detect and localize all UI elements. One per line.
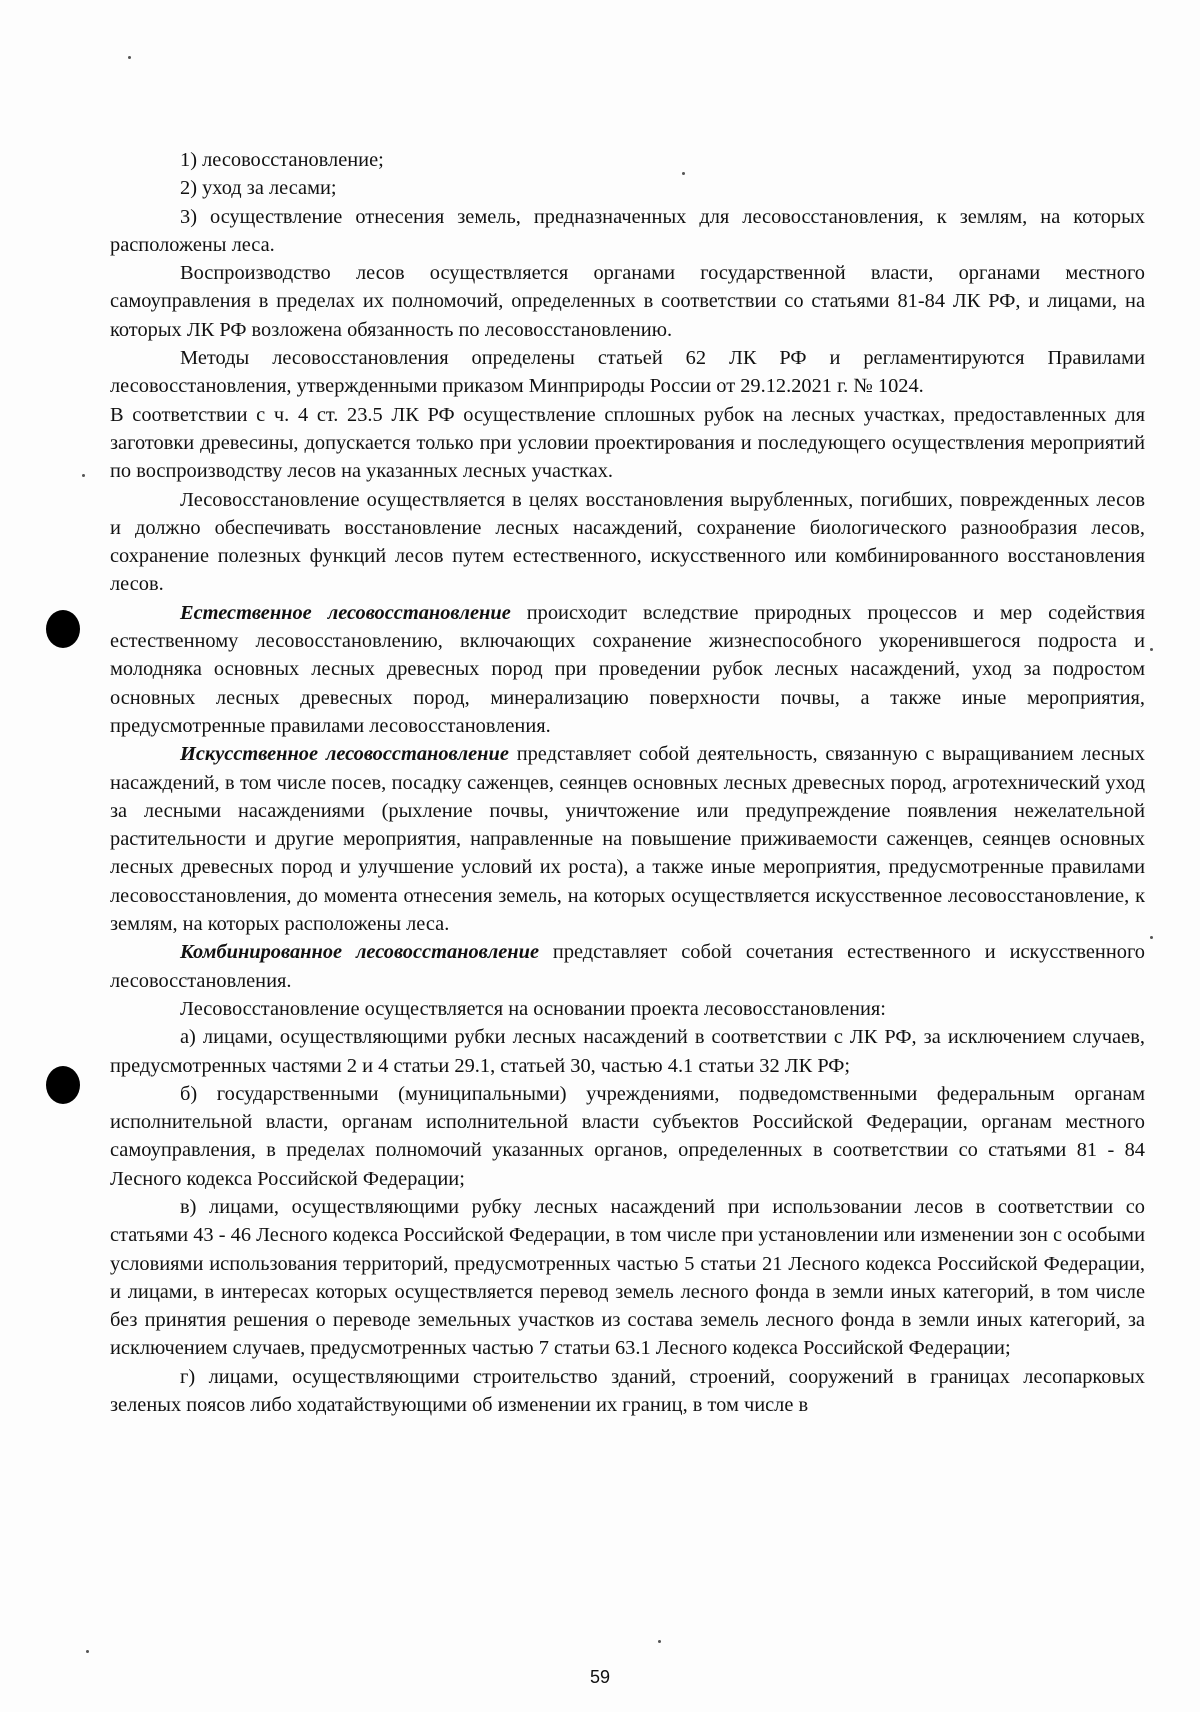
- definition-combined: представляет собой сочетания естественного и искусственного лесовосстановления.: [110, 941, 1145, 992]
- sub-item: а) лицами, осуществляющими рубки лесных насаждений в соответствии с ЛК РФ, за исключением случаев, предусмотренных частями 2 и 4 статьи 29.1, статьей 30, частью 4.1 статьи 32 ЛК РФ;: [110, 1026, 1145, 1077]
- paragraph-purpose: Лесовосстановление осуществляется в целях восстановления вырубленных, погибших, поврежденных лесов и должно обеспечивать восстановление лесных насаждений, сохранение биологического разнообразия лесов, сохранение полезных функций лесов путем естественного, искусственного или комбинированного восстановления лесов.: [110, 488, 1145, 596]
- sub-item: б) государственными (муниципальными) учреждениями, подведомственными федеральным органам исполнительной власти, органам исполнительной власти субъектов Российской Федерации, органам местного самоуправления, в пределах полномочий указанных органов, определенных в соответствии со статьями 81 - 84 Лесного кодекса Российской Федерации;: [110, 1082, 1145, 1190]
- paragraph-clear-cutting: В соответствии с ч. 4 ст. 23.5 ЛК РФ осуществление сплошных рубок на лесных участках, предоставленных для заготовки древесины, допускается только при условии проектирования и последующего осуществления мероприятий по воспроизводству лесов на указанных лесных участках.: [110, 403, 1145, 483]
- paragraph-combined-regeneration: [110, 938, 1145, 995]
- punch-hole-mark: [46, 1066, 80, 1104]
- definition-artificial: представляет собой деятельность, связанную с выращиванием лесных насаждений, в том числе посев, посадку саженцев, сеянцев основных лесных древесных пород, агротехнический уход за лесными насаждениями (рыхление почвы, уничтожение или предупреждение появления нежелательной растительности и другие мероприятия, направленные на повышение приживаемости саженцев, сеянцев основных лесных древесных пород и улучшение условий их роста), а также иные мероприятия, предусмотренные правилами лесовосстановления, до момента отнесения земель, на которых осуществляется искусственное лесовосстановление, к землям, на которых расположены леса.: [110, 743, 1145, 936]
- paragraph-reproduction: Воспроизводство лесов осуществляется органами государственной власти, органами местного самоуправления в пределах их полномочий, определенных в соответствии со статьями 81-84 ЛК РФ, и лицами, на которых ЛК РФ возложена обязанность по лесовосстановлению.: [110, 262, 1145, 341]
- page-number: 59: [589, 1667, 611, 1687]
- document-body: [110, 146, 1145, 1419]
- term-artificial: Искусственное лесовосстановление: [180, 743, 509, 766]
- paragraph-project-basis: Лесовосстановление осуществляется на основании проекта лесовосстановления:: [180, 997, 886, 1020]
- scan-speck: [1150, 936, 1153, 939]
- scan-speck: [658, 1640, 661, 1643]
- definition-natural: происходит вследствие природных процессов и мер содействия естественному лесовосстановлению, включающих сохранение жизнеспособного укоренившегося подроста и молодняка основных лесных древесных пород при проведении рубок лесных насаждений, уход за подростом основных лесных древесных пород, минерализацию поверхности почвы, а также иные мероприятия, предусмотренные правилами лесовосстановления.: [110, 601, 1146, 737]
- term-combined: Комбинированное лесовосстановление: [180, 941, 539, 964]
- paragraph-methods: Методы лесовосстановления определены статьей 62 ЛК РФ и регламентируются Правилами лесовосстановления, утвержденными приказом Минприроды России от 29.12.2021 г. № 1024.: [110, 347, 1145, 398]
- paragraph-artificial-regeneration: [110, 740, 1145, 938]
- sub-item: г) лицами, осуществляющими строительство зданий, строений, сооружений в границах лесопарковых зеленых поясов либо ходатайствующими об изменении их границ, в том числе в: [110, 1365, 1145, 1417]
- scan-speck: [128, 56, 131, 59]
- list-item: 3) осуществление отнесения земель, предназначенных для лесовосстановления, к землям, на которых расположены леса.: [110, 205, 1145, 256]
- sub-item: в) лицами, осуществляющими рубку лесных насаждений при использовании лесов в соответствии со статьями 43 - 46 Лесного кодекса Российской Федерации, в том числе при установлении или изменении зон с особыми условиями использования территорий, предусмотренных частью 5 статьи 21 Лесного кодекса Российской Федерации, и лицами, в интересах которых осуществляется перевод земель лесного фонда в земли иных категорий, в том числе без принятия решения о переводе земельных участков из состава земель лесного фонда в земли иных категорий, за исключением случаев, предусмотренных частью 7 статьи 63.1 Лесного кодекса Российской Федерации;: [110, 1195, 1145, 1360]
- scan-speck: [1150, 648, 1153, 651]
- list-item: 2) уход за лесами;: [180, 177, 337, 200]
- scan-speck: [86, 1650, 89, 1653]
- scan-speck: [82, 474, 85, 477]
- paragraph-natural-regeneration: [110, 599, 1145, 740]
- list-item: 1) лесовосстановление;: [180, 149, 384, 171]
- punch-hole-mark: [46, 610, 80, 648]
- term-natural: Естественное лесовосстановление: [180, 601, 511, 624]
